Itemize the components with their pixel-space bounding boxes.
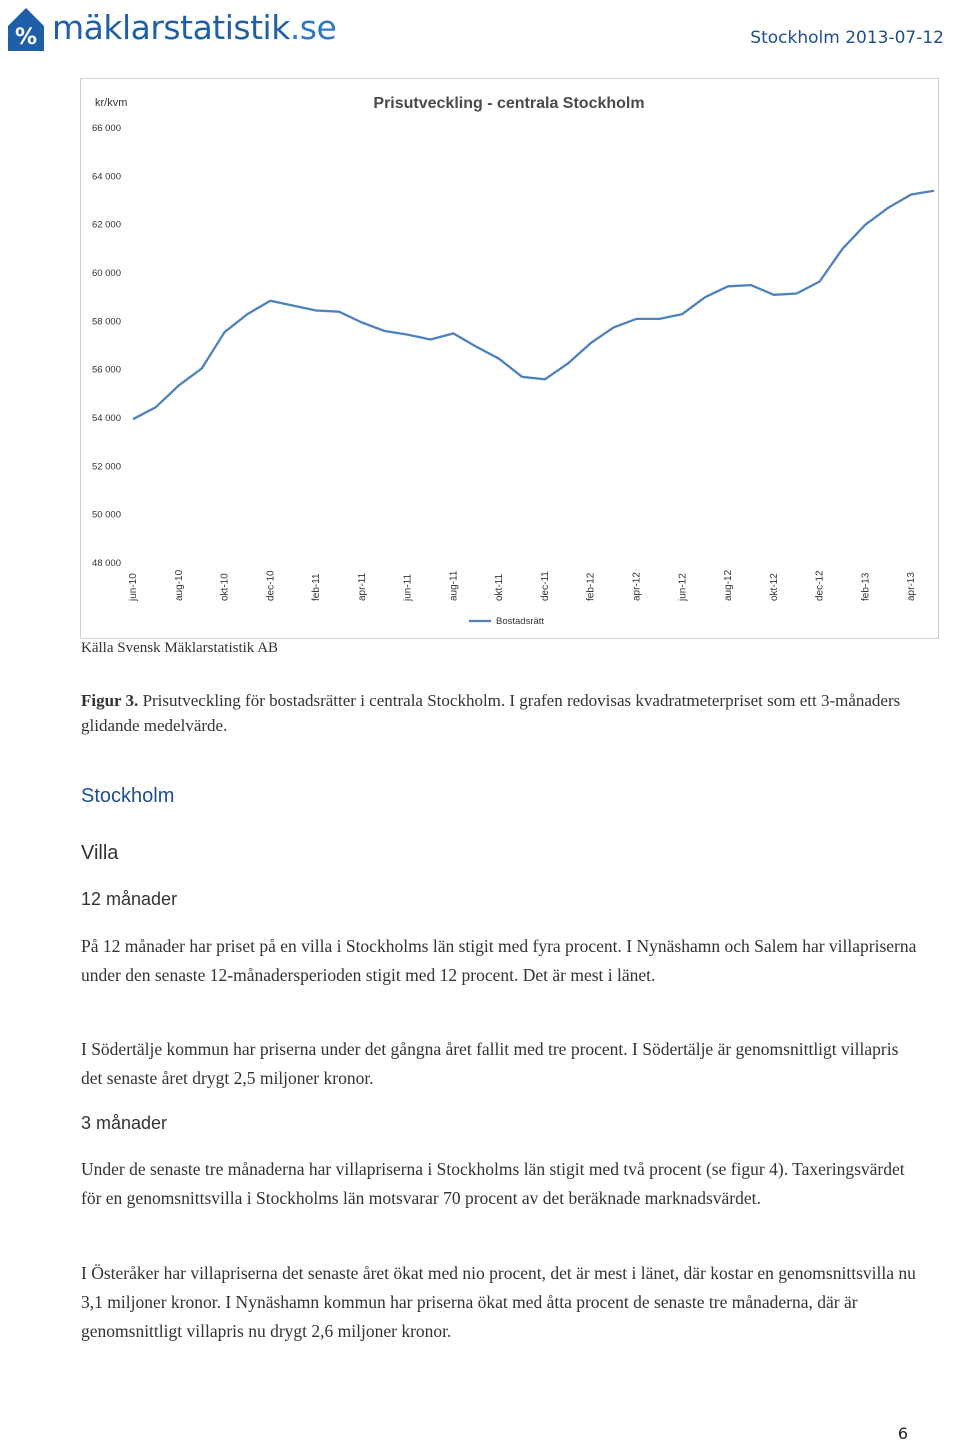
x-tick-label: feb-12 (585, 572, 597, 601)
x-tick-label: jun-10 (128, 573, 139, 601)
x-tick-label: aug-12 (723, 569, 735, 601)
x-tick-label: okt-10 (219, 573, 231, 601)
price-chart (80, 78, 939, 639)
logo-name: mäklarstatistik (52, 8, 290, 47)
x-tick-label: apr-13 (906, 572, 918, 601)
x-tick-label: feb-11 (311, 573, 323, 601)
y-tick-label: 58 000 (91, 316, 121, 328)
y-tick-label: 62 000 (91, 219, 121, 231)
paragraph-1: På 12 månader har priset på en villa i Stockholms län stigit med fyra procent. I Nynäshamn och Salem har villapriserna under den senaste 12-månadersperioden stigit med 12 procent. Det är mest i länet. (81, 936, 917, 985)
x-tick-label: dec-12 (814, 570, 826, 601)
heading-12-months: 12 månader (81, 889, 178, 909)
y-tick-label: 54 000 (91, 413, 121, 424)
x-tick-label: okt-11 (494, 573, 506, 601)
series-line (133, 191, 934, 419)
x-tick-label: dec-10 (265, 570, 277, 601)
logo-tld: .se (289, 8, 337, 47)
x-tick-label: aug-10 (173, 569, 185, 601)
chart-title: Prisutveckling - centrala Stockholm (373, 95, 645, 112)
caption-text: Prisutveckling för bostadsrätter i centrala Stockholm. I grafen redovisas kvadratmeterpriset som ett 3-månaders glidande medelvärde. (81, 691, 901, 735)
heading-3-months: 3 månader (81, 1113, 168, 1133)
logo (6, 6, 336, 56)
x-tick-label: jun-12 (677, 573, 689, 601)
y-axis-label: kr/kvm (95, 97, 128, 109)
figure-caption (81, 688, 911, 738)
header-date: Stockholm 2013-07-12 (750, 28, 944, 48)
x-tick-label: aug-11 (448, 570, 460, 601)
paragraph-2: I Södertälje kommun har priserna under det gångna året fallit med tre procent. I Södertälje är genomsnittligt villapris det senaste året drygt 2,5 miljoner kronor. (81, 1039, 899, 1088)
y-tick-label: 64 000 (91, 171, 121, 183)
caption-label: Figur 3. (81, 691, 139, 710)
y-tick-label: 48 000 (91, 558, 121, 569)
logo-wordmark (52, 8, 336, 47)
svg-text:%: % (14, 25, 38, 50)
section-title: Stockholm (81, 785, 175, 807)
section-subtitle: Villa (81, 842, 119, 864)
x-tick-label: apr-11 (356, 572, 368, 601)
x-tick-label: dec-11 (539, 571, 551, 601)
x-tick-label: okt-12 (768, 573, 780, 601)
y-tick-label: 66 000 (91, 123, 121, 134)
y-tick-label: 52 000 (91, 461, 121, 473)
x-tick-label: jun-11 (402, 573, 414, 601)
chart-source: Källa Svensk Mäklarstatistik AB (81, 640, 279, 656)
page-number: 6 (897, 1424, 908, 1443)
y-tick-label: 56 000 (91, 364, 121, 376)
x-tick-label: apr-12 (631, 572, 643, 601)
legend-label: Bostadsrätt (496, 616, 545, 627)
chart-svg (81, 79, 938, 638)
paragraph-3: Under de senaste tre månaderna har villapriserna i Stockholms län stigit med två procent (se figur 4). Taxeringsvärdet för en genomsnittsvilla i Stockholms län motsvarar 70 procent av det beräknade marknadsvärdet. (81, 1159, 905, 1208)
paragraph-4: I Österåker har villapriserna det senaste året ökat med nio procent, det är mest i länet, där kostar en genomsnittsvilla nu 3,1 miljoner kronor. I Nynäshamn kommun har priserna ökat med åtta procent de senaste tre månaderna, där är genomsnittligt villapris nu drygt 2,6 miljoner kronor. (81, 1263, 916, 1341)
house-percent-icon (6, 6, 46, 52)
y-tick-label: 50 000 (91, 509, 121, 521)
y-tick-label: 60 000 (91, 268, 121, 279)
x-tick-label: feb-13 (860, 572, 872, 601)
